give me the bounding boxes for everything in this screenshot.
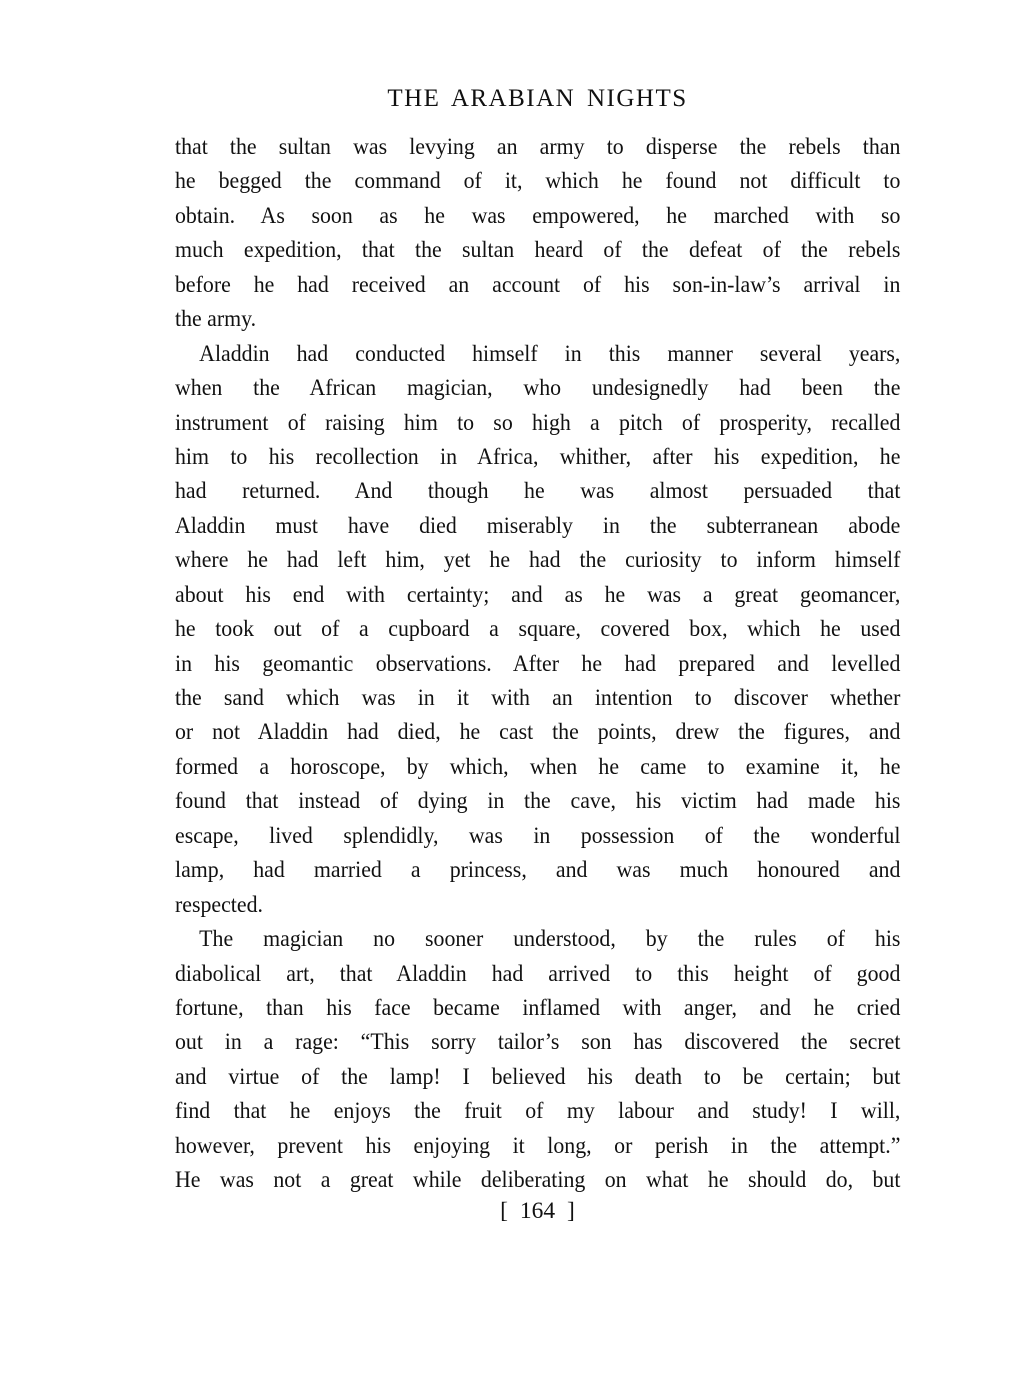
text-line: instrument of raising him to so high a pitch of prosperity, recalled (175, 409, 901, 436)
text-line: where he had left him, yet he had the curiosity to inform himself (175, 547, 901, 574)
paragraph-1 (175, 130, 900, 337)
text-line: respected. (175, 891, 263, 918)
text-line: about his end with certainty; and as he was a great geomancer, (175, 581, 901, 608)
text-line: he took out of a cupboard a square, covered box, which he used (175, 616, 901, 643)
text-line: when the African magician, who undesignedly had been the (175, 375, 901, 402)
text-line: or not Aladdin had died, he cast the points, drew the figures, and (175, 719, 901, 746)
text-line: the army. (175, 306, 257, 333)
text-line: had returned. And though he was almost persuaded that (175, 478, 901, 505)
text-line: much expedition, that the sultan heard of the defeat of the rebels (175, 237, 901, 264)
text-line: out in a rage: “This sorry tailor’s son has discovered the secret (175, 1029, 901, 1056)
text-line: Aladdin had conducted himself in this manner several years, (199, 340, 901, 367)
text-line: obtain. As soon as he was empowered, he marched with so (175, 202, 901, 229)
text-line: formed a horoscope, by which, when he came to examine it, he (175, 753, 901, 780)
text-line: diabolical art, that Aladdin had arrived to this height of good (175, 960, 901, 987)
text-line: find that he enjoys the fruit of my labour and study! I will, (175, 1098, 901, 1125)
text-line: lamp, had married a princess, and was much honoured and (175, 857, 901, 884)
text-line: however, prevent his enjoying it long, or perish in the attempt.” (175, 1132, 901, 1159)
text-line: Aladdin must have died miserably in the subterranean abode (175, 512, 901, 539)
text-line: and virtue of the lamp! I believed his death to be certain; but (175, 1063, 901, 1090)
text-line: him to his recollection in Africa, whither, after his expedition, he (175, 443, 901, 470)
text-line: in his geomantic observations. After he had prepared and levelled (175, 650, 901, 677)
text-line: he begged the command of it, which he found not difficult to (175, 168, 901, 195)
paragraph-3 (175, 922, 900, 1198)
body-text (175, 130, 900, 1198)
text-line: The magician no sooner understood, by the rules of his (199, 926, 901, 953)
paragraph-2 (175, 337, 900, 922)
text-line: found that instead of dying in the cave, his victim had made his (175, 788, 901, 815)
text-line: fortune, than his face became inflamed with anger, and he cried (175, 994, 901, 1021)
page-number: [ 164 ] (500, 1198, 575, 1224)
text-line: He was not a great while deliberating on what he should do, but (175, 1167, 901, 1194)
running-head: THE ARABIAN NIGHTS (387, 85, 688, 112)
text-line: before he had received an account of his son-in-law’s arrival in (175, 271, 901, 298)
text-line: escape, lived splendidly, was in possession of the wonderful (175, 822, 901, 849)
text-line: the sand which was in it with an intention to discover whether (175, 685, 901, 711)
text-line: that the sultan was levying an army to disperse the rebels than (175, 134, 901, 160)
